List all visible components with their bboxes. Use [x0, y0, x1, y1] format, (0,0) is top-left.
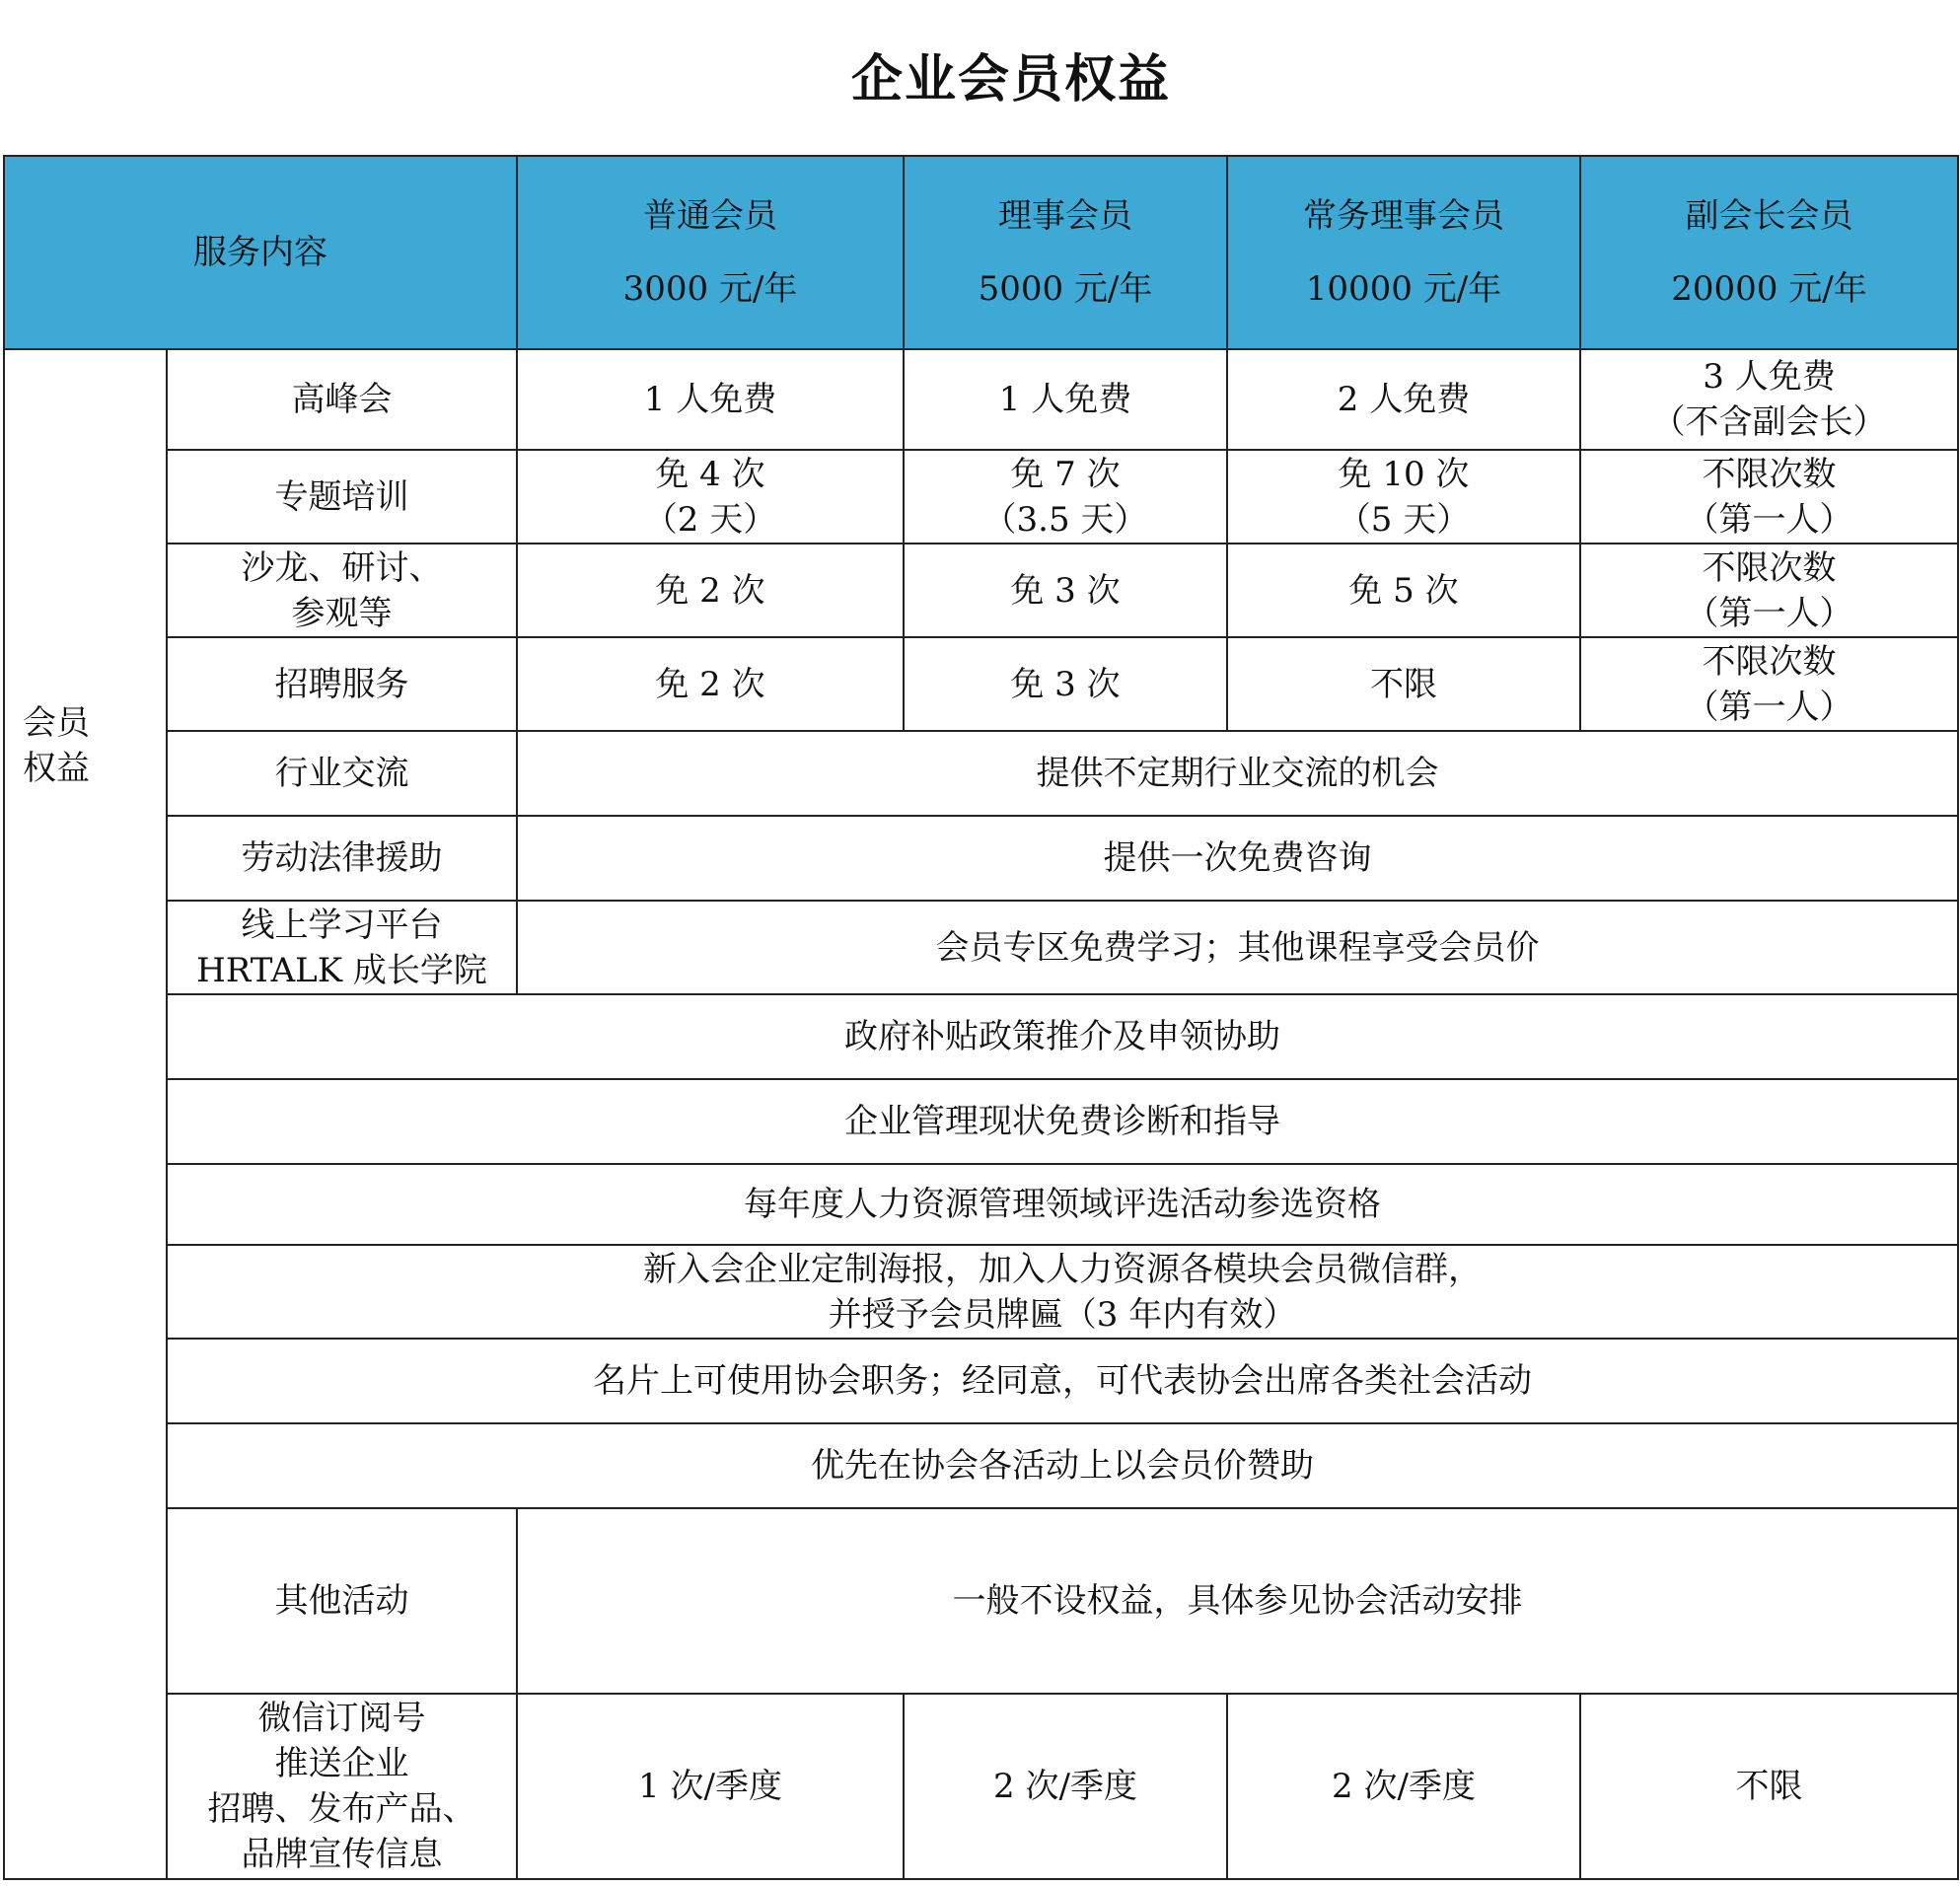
- cell-text: 不限: [1370, 664, 1437, 704]
- table-row: [4, 816, 1958, 901]
- cell-text: 免 10 次: [1338, 454, 1470, 494]
- cell-text: （3.5 天）: [982, 499, 1148, 540]
- row-label-training: 专题培训: [167, 450, 517, 544]
- row-label-salon: [167, 544, 517, 637]
- row-label-recruitment: 招聘服务: [167, 637, 517, 731]
- row-label-line: 参观等: [291, 593, 393, 633]
- cell-value: [1227, 637, 1580, 731]
- tier-name: 普通会员: [643, 196, 777, 236]
- cell-text: （5 天）: [1337, 499, 1471, 540]
- cell-value: [1580, 544, 1958, 637]
- row-label-exchange: 行业交流: [167, 731, 517, 816]
- cell-text: 不限次数: [1702, 454, 1837, 494]
- cell-value: 2 次/季度: [904, 1694, 1227, 1879]
- row-label-line: 沙龙、研讨、: [241, 547, 443, 588]
- cell-value-full: 政府补贴政策推介及申领协助: [167, 994, 1958, 1079]
- cell-text: 免 2 次: [655, 664, 765, 704]
- service-content-header: [4, 156, 517, 349]
- cell-value: [517, 349, 904, 450]
- cell-value: [1227, 450, 1580, 544]
- row-label-line: 品牌宣传信息: [241, 1835, 443, 1874]
- membership-benefits-table: [3, 155, 1959, 1880]
- tier-header-regular: [517, 156, 904, 349]
- cell-value: [904, 637, 1227, 731]
- cell-value-merged: 一般不设权益，具体参见协会活动安排: [517, 1508, 1958, 1694]
- row-label-line: 招聘、发布产品、: [207, 1789, 476, 1829]
- table-row: [4, 1245, 1958, 1339]
- cell-value-merged: 提供一次免费咨询: [517, 816, 1958, 901]
- cell-text: 1 人免费: [998, 380, 1132, 419]
- cell-text: 免 2 次: [655, 570, 765, 611]
- cell-value-merged: 会员专区免费学习；其他课程享受会员价: [517, 901, 1958, 994]
- tier-header-executive-director: [1227, 156, 1580, 349]
- cell-text: 2 人免费: [1337, 380, 1471, 419]
- table-row: [4, 1079, 1958, 1164]
- cell-value-full: 优先在协会各活动上以会员价赞助: [167, 1423, 1958, 1508]
- row-label-line: 线上学习平台: [241, 905, 443, 945]
- member-benefits-section-label: [4, 349, 167, 1879]
- cell-value: [517, 544, 904, 637]
- cell-text: （不含副会长）: [1651, 402, 1887, 442]
- row-label-other: 其他活动: [167, 1508, 517, 1694]
- service-content-label: 服务内容: [193, 233, 327, 272]
- cell-value: [1580, 450, 1958, 544]
- cell-value-full: 每年度人力资源管理领域评选活动参选资格: [167, 1164, 1958, 1245]
- row-label-wechat: [167, 1694, 517, 1879]
- table-row: [4, 349, 1958, 450]
- table-row: [4, 544, 1958, 637]
- tier-name: 副会长会员: [1685, 196, 1853, 236]
- cell-text: 新入会企业定制海报，加入人力资源各模块会员微信群，: [643, 1249, 1482, 1289]
- table-row: [4, 450, 1958, 544]
- section-label-line: 权益: [23, 749, 90, 788]
- header-row: [4, 156, 1958, 349]
- table-row: [4, 1164, 1958, 1245]
- cell-value-full: 名片上可使用协会职务；经同意，可代表协会出席各类社会活动: [167, 1339, 1958, 1423]
- cell-text: 免 4 次: [655, 454, 765, 494]
- page-title: 企业会员权益: [850, 50, 1171, 109]
- row-label-line: 微信订阅号: [257, 1699, 426, 1738]
- cell-value: [1227, 349, 1580, 450]
- cell-text: 不限次数: [1702, 641, 1837, 682]
- cell-value-full: [167, 1245, 1958, 1339]
- tier-name: 理事会员: [998, 196, 1132, 236]
- row-label-legal: 劳动法律援助: [167, 816, 517, 901]
- cell-value: [517, 450, 904, 544]
- table-row: [4, 1423, 1958, 1508]
- tier-header-vice-president: [1580, 156, 1958, 349]
- cell-value: 1 次/季度: [517, 1694, 904, 1879]
- cell-text: （第一人）: [1685, 687, 1853, 727]
- row-label-line: HRTALK 成长学院: [196, 950, 487, 990]
- row-label-line: 推送企业: [274, 1744, 409, 1783]
- cell-value: [1580, 637, 1958, 731]
- row-label-online: [167, 901, 517, 994]
- cell-text: 不限次数: [1702, 547, 1837, 588]
- cell-value: [904, 450, 1227, 544]
- table-row: [4, 637, 1958, 731]
- cell-text: 免 7 次: [1010, 454, 1121, 494]
- cell-text: 3 人免费: [1703, 357, 1836, 397]
- cell-text: （第一人）: [1685, 499, 1853, 540]
- tier-header-director: [904, 156, 1227, 349]
- cell-text: （第一人）: [1685, 593, 1853, 633]
- row-label-summit: 高峰会: [167, 349, 517, 450]
- tier-name: 常务理事会员: [1303, 196, 1504, 236]
- cell-value: 2 次/季度: [1227, 1694, 1580, 1879]
- cell-value: [517, 637, 904, 731]
- cell-value-full: 企业管理现状免费诊断和指导: [167, 1079, 1958, 1164]
- tier-price: 20000 元/年: [1671, 269, 1867, 309]
- table-row: [4, 731, 1958, 816]
- cell-text: 并授予会员牌匾（3 年内有效）: [828, 1294, 1297, 1335]
- cell-value-merged: 提供不定期行业交流的机会: [517, 731, 1958, 816]
- cell-value: [1580, 349, 1958, 450]
- table-row: [4, 1339, 1958, 1423]
- section-label-line: 会员: [23, 703, 90, 743]
- cell-value: 不限: [1580, 1694, 1958, 1879]
- tier-price: 10000 元/年: [1305, 269, 1502, 309]
- table-row: [4, 1694, 1958, 1879]
- cell-value: [904, 349, 1227, 450]
- table-row: [4, 994, 1958, 1079]
- table-row: [4, 1508, 1958, 1694]
- cell-text: 1 人免费: [643, 380, 777, 419]
- cell-value: [1227, 544, 1580, 637]
- cell-text: 免 3 次: [1010, 664, 1121, 704]
- tier-price: 5000 元/年: [978, 269, 1153, 309]
- table-row: [4, 901, 1958, 994]
- cell-text: （2 天）: [643, 499, 777, 540]
- cell-text: 免 5 次: [1348, 570, 1459, 611]
- cell-text: 免 3 次: [1010, 570, 1121, 611]
- tier-price: 3000 元/年: [622, 269, 798, 309]
- cell-value: [904, 544, 1227, 637]
